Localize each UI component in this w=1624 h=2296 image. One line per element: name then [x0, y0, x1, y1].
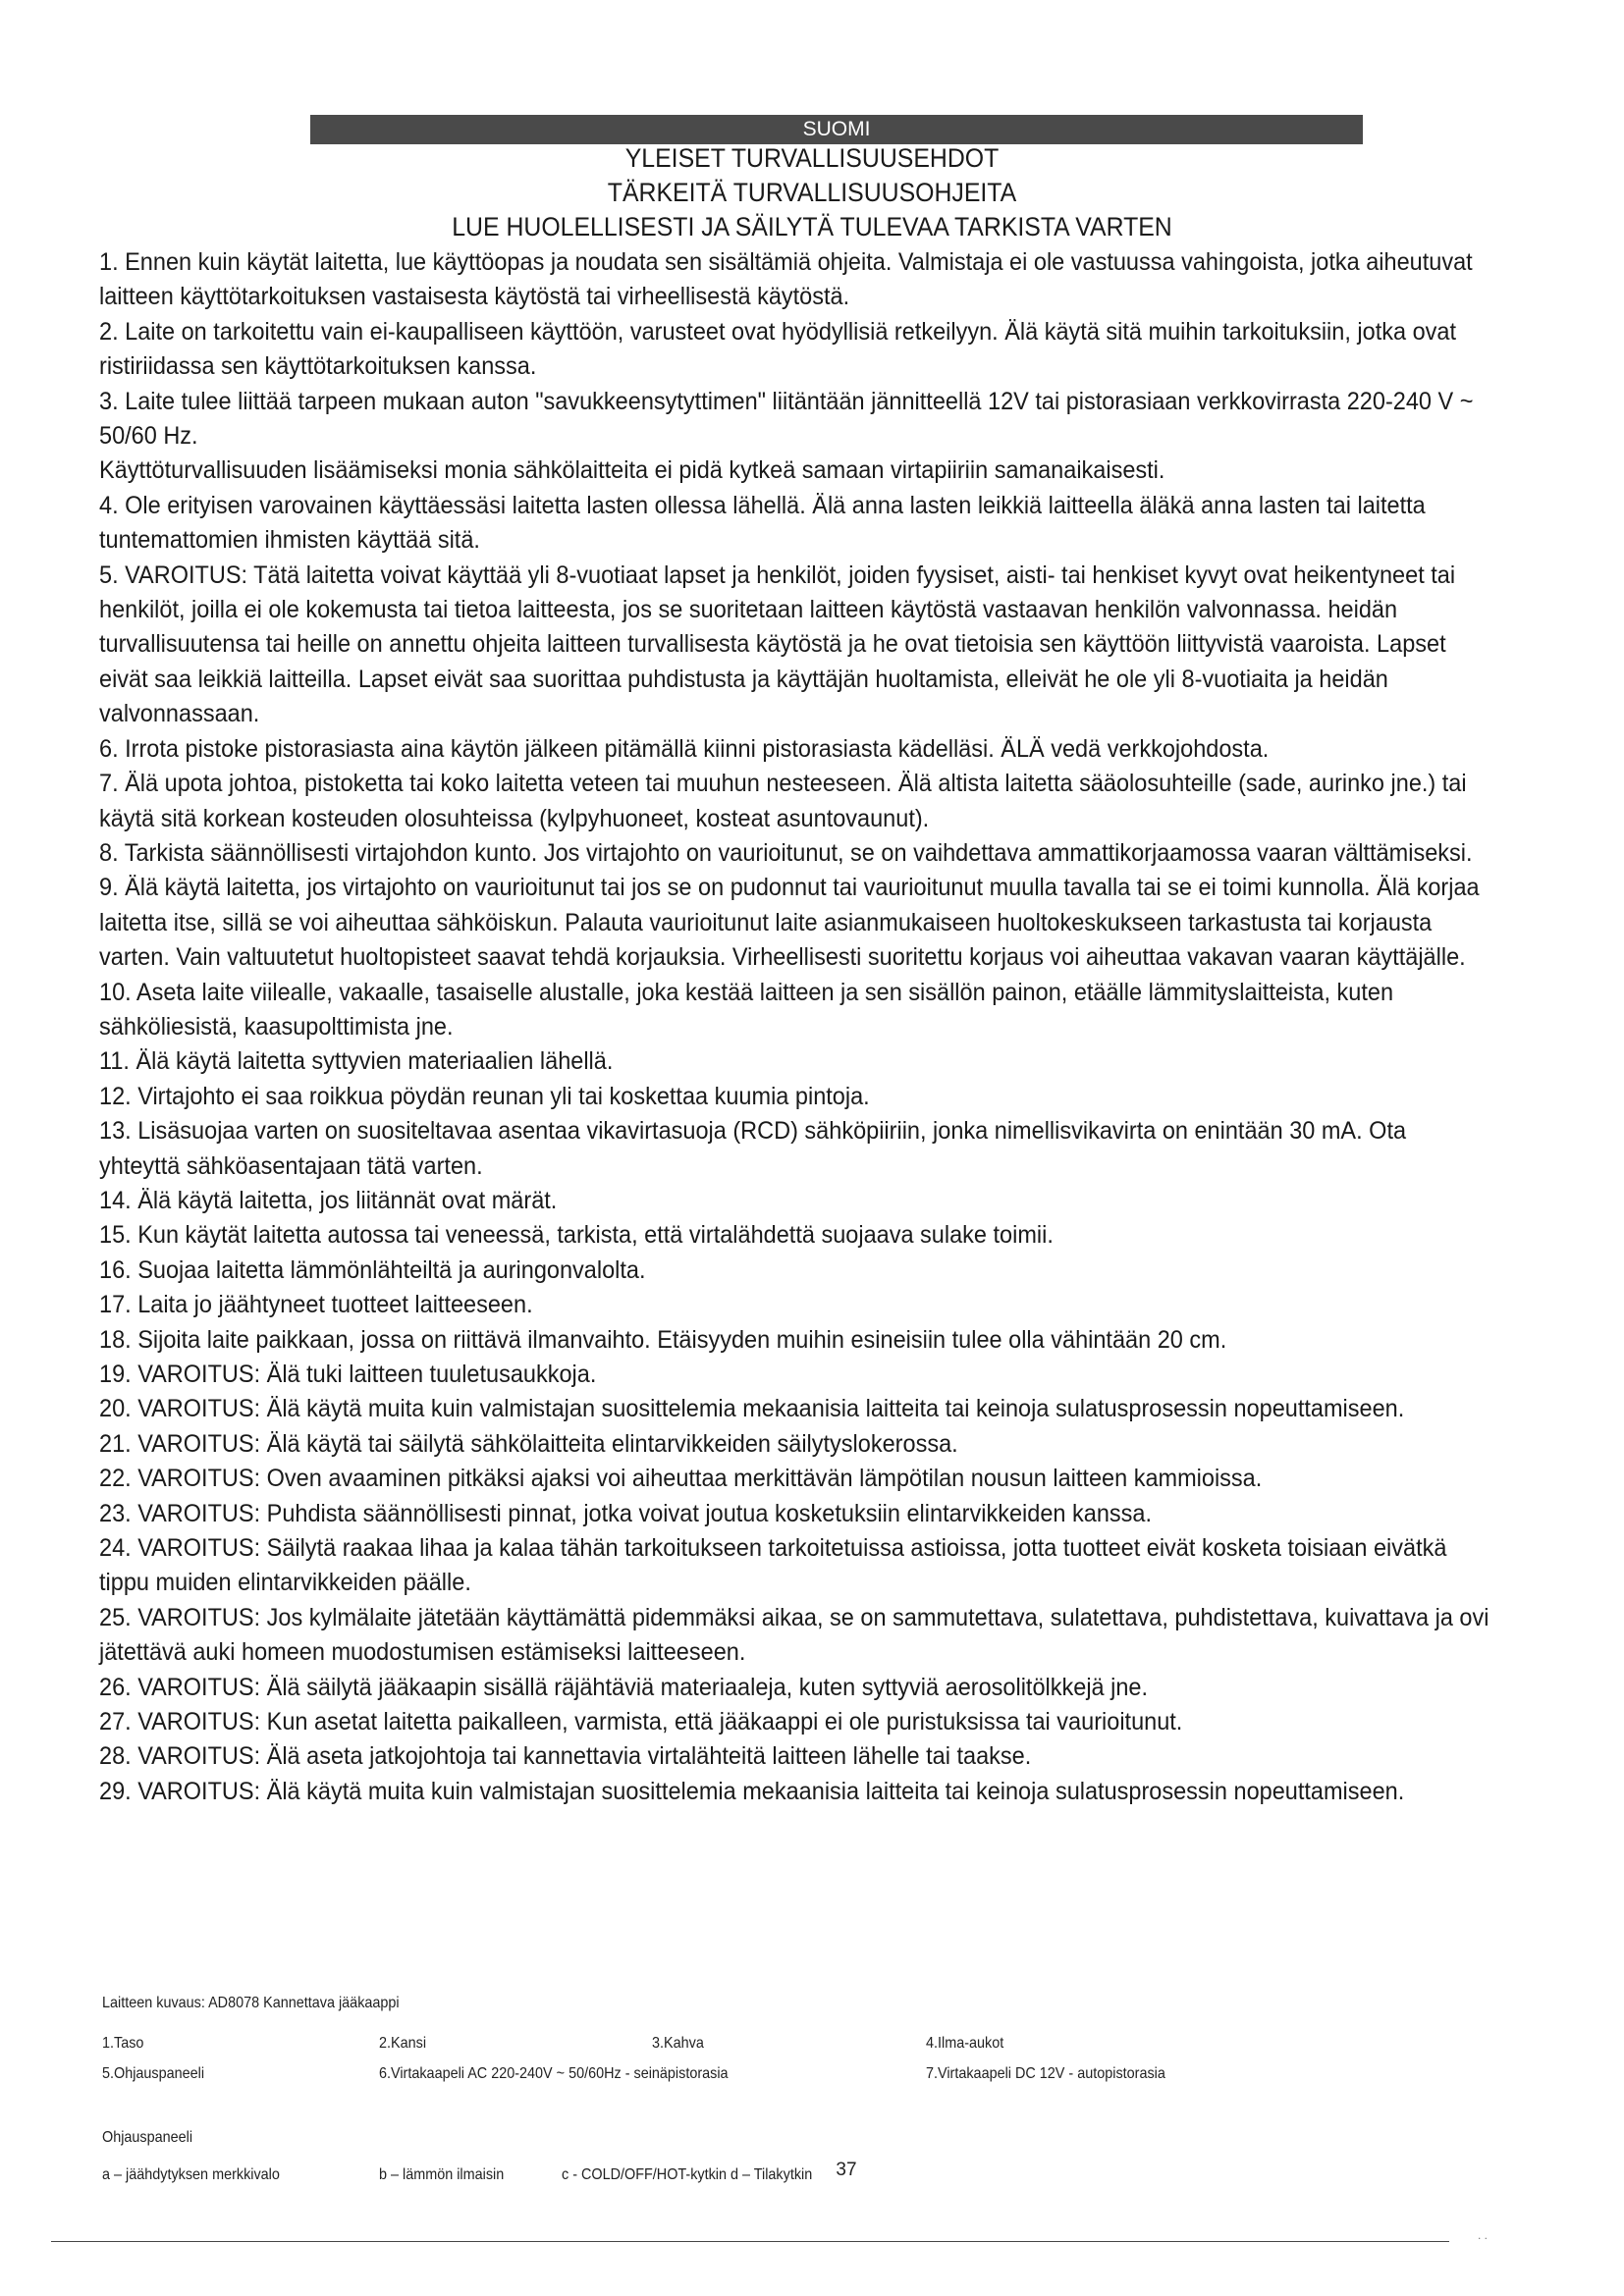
- part-4: 4.Ilma-aukot: [926, 2035, 1004, 2052]
- control-item-c-d: c - COLD/OFF/HOT-kytkin d – Tilakytkin: [562, 2166, 813, 2183]
- safety-item-13: 13. Lisäsuojaa varten on suositeltavaa asentaa vikavirtasuoja (RCD) sähköpiiriin, jonka nimellisvikavirta on enintään 30 mA. Ota yhteyttä sähköasentajaan tätä varten.: [99, 1117, 1407, 1180]
- safety-item-28: 28. VAROITUS: Älä aseta jatkojohtoja tai kannettavia virtalähteitä laitteen lähelle tai taakse.: [99, 1742, 1032, 1771]
- safety-item-6: 6. Irrota pistoke pistorasiasta aina käytön jälkeen pitämällä kiinni pistorasiasta kädelläsi. ÄLÄ vedä verkkojohdosta.: [99, 734, 1270, 763]
- safety-item-27: 27. VAROITUS: Kun asetat laitetta paikalleen, varmista, että jääkaappi ei ole puristuksissa tai vaurioitunut.: [99, 1708, 1183, 1736]
- part-2: 2.Kansi: [379, 2035, 427, 2052]
- safety-item-3: 3. Laite tulee liittää tarpeen mukaan auton "savukkeensytyttimen" liitäntään jännitteellä 12V tai pistorasiaan verkkovirrasta 220-240 V ~ 50/60 Hz.: [99, 387, 1474, 451]
- safety-item-24: 24. VAROITUS: Säilytä raakaa lihaa ja kalaa tähän tarkoitukseen tarkoitetuissa astioissa, jotta tuotteet eivät kosketa toisiaan eivätkä tippu muiden elintarvikkeiden päälle.: [99, 1534, 1447, 1597]
- part-6: 6.Virtakaapeli AC 220-240V ~ 50/60Hz - seinäpistorasia: [379, 2065, 729, 2082]
- section-instruction: LUE HUOLELLISESTI JA SÄILYTÄ TULEVAA TARKISTA VARTEN: [452, 212, 1172, 241]
- section-title: YLEISET TURVALLISUUSEHDOT: [624, 143, 1000, 173]
- safety-item-17: 17. Laita jo jäähtyneet tuotteet laitteeseen.: [99, 1291, 533, 1319]
- safety-item-16: 16. Suojaa laitetta lämmönlähteiltä ja auringonvalolta.: [99, 1255, 646, 1284]
- footer-divider: [51, 2241, 1449, 2242]
- control-item-b: b – lämmön ilmaisin: [379, 2166, 505, 2183]
- safety-item-26: 26. VAROITUS: Älä säilytä jääkaapin sisällä räjähtäviä materiaaleja, kuten syttyviä aerosolitölkkejä jne.: [99, 1673, 1149, 1701]
- part-5: 5.Ohjauspaneeli: [102, 2065, 205, 2082]
- language-header-bar: SUOMI: [310, 115, 1363, 144]
- safety-item-7: 7. Älä upota johtoa, pistoketta tai koko laitetta veteen tai muuhun nesteeseen. Älä altista laitetta sääolosuhteille (sade, aurinko jne.) tai käytä sitä korkean kosteuden olosuhteissa (kylpyhuoneet, kosteat asuntovaunut).: [99, 770, 1467, 832]
- safety-item-23: 23. VAROITUS: Puhdista säännöllisesti pinnat, jotka voivat joutua kosketuksiin elintarvikkeiden kanssa.: [99, 1499, 1152, 1527]
- safety-item-25: 25. VAROITUS: Jos kylmälaite jätetään käyttämättä pidemmäksi aikaa, se on sammutettava, sulatettava, puhdistettava, kuivattava ja ovi jätettävä auki homeen muodostumisen estämiseksi laitteeseen.: [99, 1603, 1489, 1667]
- safety-item-18: 18. Sijoita laite paikkaan, jossa on riittävä ilmanvaihto. Etäisyyden muihin esineisiin tulee olla vähintään 20 cm.: [99, 1325, 1227, 1354]
- device-description-title: Laitteen kuvaus: AD8078 Kannettava jääkaappi: [102, 1995, 400, 2011]
- safety-item-22: 22. VAROITUS: Oven avaaminen pitkäksi ajaksi voi aiheuttaa merkittävän lämpötilan nousun laitteen kammioissa.: [99, 1465, 1263, 1493]
- control-item-a: a – jäähdytyksen merkkivalo: [102, 2166, 280, 2183]
- footer-marks: . .: [1478, 2228, 1489, 2242]
- safety-item-21: 21. VAROITUS: Älä käytä tai säilytä sähkölaitteita elintarvikkeiden säilytyslokerossa.: [99, 1429, 958, 1458]
- safety-item-12: 12. Virtajohto ei saa roikkua pöydän reunan yli tai koskettaa kuumia pintoja.: [99, 1082, 870, 1110]
- safety-instructions: [99, 245, 1492, 1809]
- safety-item-1: 1. Ennen kuin käytät laitetta, lue käyttöopas ja noudata sen sisältämiä ohjeita. Valmistaja ei ole vastuussa vahingoista, jotka aiheutuvat laitteen käyttötarkoituksen vastaisesta käytöstä tai virheellisestä käytöstä.: [99, 248, 1473, 311]
- safety-item-8: 8. Tarkista säännöllisesti virtajohdon kunto. Jos virtajohto on vaurioitunut, se on vaihdettava ammattikorjaamossa vaaran välttämiseksi.: [99, 838, 1473, 867]
- part-3: 3.Kahva: [652, 2035, 704, 2052]
- safety-item-5: 5. VAROITUS: Tätä laitetta voivat käyttää yli 8-vuotiaat lapset ja henkilöt, joiden fyysiset, aisti- tai henkiset kyvyt ovat heikentyneet tai henkilöt, joilla ei ole kokemusta tai tietoa laitteesta, jos se suoritetaan laitteen käytöstä vastaavan henkilön valvonnassa. heidän turvallisuutensa tai heille on annettu ohjeita laitteen turvallisesta käytöstä ja he ovat tietoisia sen käyttöön liittyvistä vaaroista. Lapset eivät saa leikkiä laitteilla. Lapset eivät saa suorittaa puhdistusta ja käyttäjän huoltamista, elleivät he ole yli 8-vuotiaita ja heidän valvonnassaan.: [99, 561, 1456, 728]
- safety-item-11: 11. Älä käytä laitetta syttyvien materiaalien lähellä.: [99, 1047, 614, 1076]
- safety-item-19: 19. VAROITUS: Älä tuki laitteen tuuletusaukkoja.: [99, 1361, 597, 1388]
- safety-item-20: 20. VAROITUS: Älä käytä muita kuin valmistajan suosittelemia mekaanisia laitteita tai keinoja sulatusprosessin nopeuttamiseen.: [99, 1395, 1405, 1423]
- safety-item-15: 15. Kun käytät laitetta autossa tai veneessä, tarkista, että virtalähdettä suojaava sulake toimii.: [99, 1221, 1054, 1250]
- section-subtitle: TÄRKEITÄ TURVALLISUUSOHJEITA: [607, 178, 1017, 207]
- control-panel-title: Ohjauspaneeli: [102, 2129, 193, 2146]
- safety-item-3-note: Käyttöturvallisuuden lisäämiseksi monia sähkölaitteita ei pidä kytkeä samaan virtapiiriin samanaikaisesti.: [99, 456, 1165, 485]
- safety-item-29: 29. VAROITUS: Älä käytä muita kuin valmistajan suosittelemia mekaanisia laitteita tai keinoja sulatusprosessin nopeuttamiseen.: [99, 1777, 1405, 1805]
- part-1: 1.Taso: [102, 2035, 144, 2052]
- safety-item-14: 14. Älä käytä laitetta, jos liitännät ovat märät.: [99, 1186, 558, 1214]
- safety-item-9: 9. Älä käytä laitetta, jos virtajohto on vaurioitunut tai jos se on pudonnut tai vaurioitunut muulla tavalla tai se ei toimi kunnolla. Älä korjaa laitetta itse, sillä se voi aiheuttaa sähköiskun. Palauta vaurioitunut laite asianmukaiseen huoltokeskukseen tarkastusta tai korjausta varten. Vain valtuutetut huoltopisteet saavat tehdä korjauksia. Virheellisesti suoritettu korjaus voi aiheuttaa vakavan vaaran käyttäjälle.: [99, 874, 1480, 972]
- part-7: 7.Virtakaapeli DC 12V - autopistorasia: [926, 2065, 1165, 2082]
- safety-item-10: 10. Aseta laite viilealle, vakaalle, tasaiselle alustalle, joka kestää laitteen ja sen sisällön painon, etäälle lämmityslaitteista, kuten sähköliesistä, kaasupolttimista jne.: [99, 978, 1394, 1041]
- page-number: 37: [836, 2160, 857, 2180]
- safety-item-4: 4. Ole erityisen varovainen käyttäessäsi laitetta lasten ollessa lähellä. Älä anna lasten leikkiä laitteella äläkä anna lasten tai laitetta tuntemattomien ihmisten käyttää sitä.: [99, 491, 1426, 555]
- safety-item-2: 2. Laite on tarkoitettu vain ei-kaupalliseen käyttöön, varusteet ovat hyödyllisiä retkeilyyn. Älä käytä sitä muihin tarkoituksiin, jotka ovat ristiriidassa sen käyttötarkoituksen kanssa.: [99, 317, 1456, 381]
